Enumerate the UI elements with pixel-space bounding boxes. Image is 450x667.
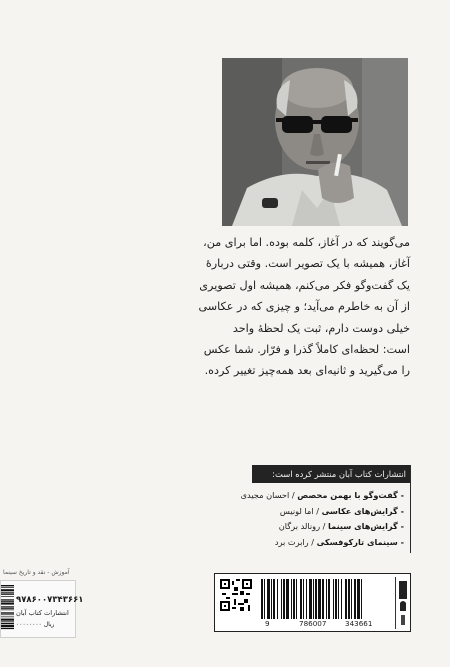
quote-line: یک گفت‌وگو فکر می‌کنم، همیشه اول تصویری <box>199 278 410 292</box>
book-title: - گرایش‌های عکاسی <box>321 505 404 516</box>
qr-code-icon <box>220 579 252 611</box>
author-portrait-image <box>222 58 408 226</box>
list-item <box>240 488 404 504</box>
portrait-illustration <box>222 58 408 226</box>
isbn-group-1: 786007 <box>299 619 327 628</box>
book-title: - سینمای تارکوفسکی <box>316 536 404 547</box>
sticker-price: ۰۰۰۰۰۰۰۰ ریال <box>16 621 55 628</box>
price-sticker <box>0 569 84 638</box>
quote-block <box>198 232 410 382</box>
sticker-category: آموزش - نقد و تاریخ سینما <box>3 569 70 576</box>
publisher-list-items <box>240 488 404 550</box>
list-item <box>252 519 404 535</box>
publisher-logo-icon <box>395 577 410 629</box>
book-title: - گفت‌وگو با بهمن محصص <box>297 490 404 500</box>
quote-line: می‌گویند که در آغاز، کلمه بوده. اما برای من، <box>203 236 410 249</box>
barcode-panel <box>214 573 411 632</box>
book-author: / رابرت برد <box>274 536 317 547</box>
list-item <box>252 535 404 551</box>
isbn-group-2: 343661 <box>345 619 373 628</box>
sticker-publisher: انتشارات کتاب آبان <box>16 609 69 617</box>
quote-line: از آن به خاطرم می‌آید؛ و چیزی که در عکاسی <box>198 300 410 314</box>
isbn-barcode <box>259 579 391 619</box>
sticker-number: ۹۷۸۶۰۰۷۳۴۳۶۶۱ <box>16 595 84 605</box>
quote-line: را می‌گیرید و ثانیه‌ای بعد همه‌چیز تغییر کرده. <box>204 364 410 378</box>
list-item <box>252 504 404 520</box>
publisher-list-heading: انتشارات کتاب آبان منتشر کرده است: <box>252 465 410 483</box>
quote-line: است: لحظه‌ای کاملاً گذرا و فرّار. شما عکس <box>203 343 410 357</box>
quote-line: آغاز، همیشه با یک تصویر است. وقتی درباره‌ٔ <box>205 257 410 271</box>
publisher-list <box>240 465 411 553</box>
book-author: / اما لونیس <box>279 505 322 516</box>
book-title: - گرایش‌های سینما <box>328 521 404 531</box>
book-author: / احسان مجیدی <box>240 490 298 500</box>
quote-line: خیلی دوست دارم، ثبت یک لحظه‌ٔ واحد <box>232 321 410 335</box>
isbn-prefix: 9 <box>265 619 270 628</box>
book-author: / رونالد برگان <box>278 521 329 531</box>
sticker-barcode <box>1 584 14 636</box>
